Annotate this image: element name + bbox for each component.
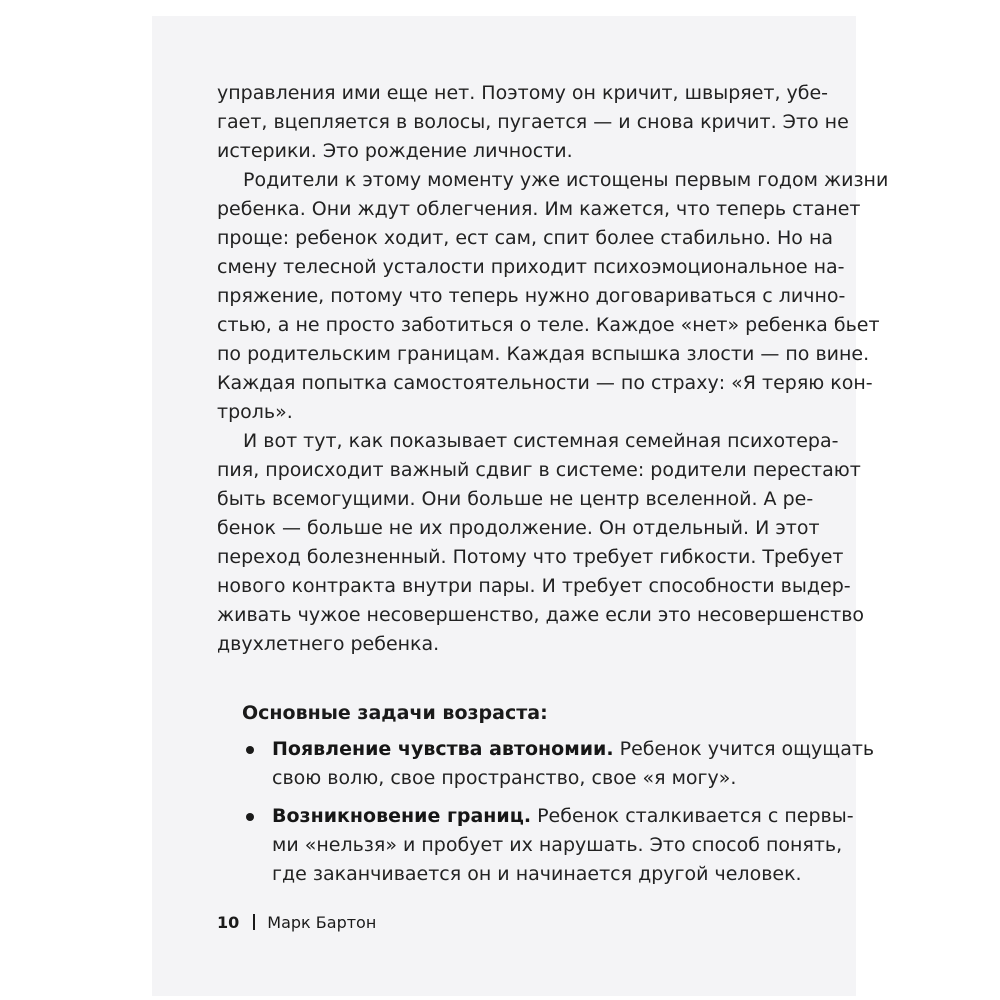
text-line: по родительским границам. Каждая вспышка злости — по вине. (217, 343, 870, 365)
bullet-text: Ребенок сталкивается с первы- (531, 805, 854, 827)
text-line: смену телесной усталости приходит психоэмоциональное на- (217, 256, 845, 278)
bullet-line: где заканчивается он и начинается другой человек. (272, 863, 802, 885)
text-line: И вот тут, как показывает системная семейная психотера- (243, 430, 839, 452)
section-heading: Основные задачи возраста: (242, 702, 548, 724)
list-item (242, 735, 875, 793)
text-line: переход болезненный. Потому что требует гибкости. Требует (217, 546, 844, 568)
bullet-line (272, 802, 854, 831)
list-item (242, 802, 854, 889)
text-line: пряжение, потому что теперь нужно договариваться с лично- (217, 285, 846, 307)
text-line: Родители к этому моменту уже истощены первым годом жизни (243, 169, 889, 191)
bullet-line (272, 735, 875, 764)
text-line: троль». (217, 401, 293, 423)
text-line: двухлетнего ребенка. (217, 633, 440, 655)
text-line: нового контракта внутри пары. И требует способности выдер- (217, 575, 851, 597)
text-line: быть всемогущими. Они больше не центр вселенной. А ре- (217, 488, 814, 510)
page-footer (217, 913, 376, 932)
text-line: бенок — больше не их продолжение. Он отдельный. И этот (217, 517, 820, 539)
bullet-icon (246, 813, 254, 821)
text-line: стью, а не просто заботиться о теле. Каждое «нет» ребенка бьет (217, 314, 880, 336)
body-text (217, 79, 889, 659)
bullet-list (242, 735, 875, 898)
bullet-term: Появление чувства автономии. (272, 738, 614, 760)
text-line: гает, вцепляется в волосы, пугается — и снова кричит. Это не (217, 111, 849, 133)
text-line: Каждая попытка самостоятельности — по страху: «Я теряю кон- (217, 372, 873, 394)
bullet-text: Ребенок учится ощущать (613, 738, 875, 760)
text-line: проще: ребенок ходит, ест сам, спит более стабильно. Но на (217, 227, 834, 249)
bullet-icon (246, 746, 254, 754)
footer-separator (253, 914, 255, 930)
text-line: ребенка. Они ждут облегчения. Им кажется, что теперь станет (217, 198, 861, 220)
text-line: управления ими еще нет. Поэтому он кричит, швыряет, убе- (217, 82, 829, 104)
bullet-line: свою волю, свое пространство, свое «я могу». (272, 767, 737, 789)
bullet-term: Возникновение границ. (272, 805, 532, 827)
bullet-line: ми «нельзя» и пробует их нарушать. Это способ понять, (272, 834, 843, 856)
author-name: Марк Бартон (267, 913, 377, 932)
text-line: живать чужое несовершенство, даже если это несовершенство (217, 604, 865, 626)
text-line: истерики. Это рождение личности. (217, 140, 573, 162)
page-number: 10 (217, 913, 240, 932)
text-line: пия, происходит важный сдвиг в системе: родители перестают (217, 459, 861, 481)
